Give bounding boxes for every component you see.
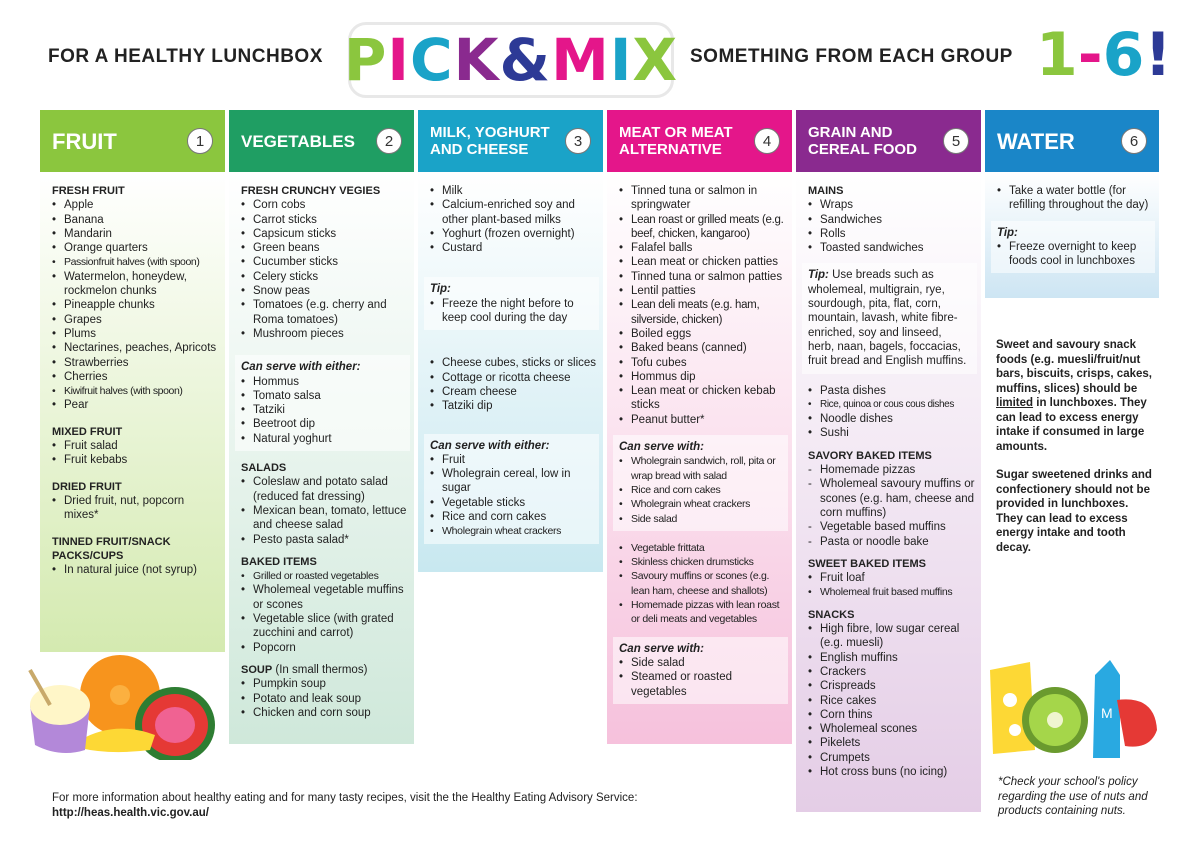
vegetables-serve-box — [235, 355, 410, 451]
mixed-fruit-list — [52, 439, 219, 468]
list-item: • Watermelon, honeydew, rockmelon chunks — [52, 270, 219, 299]
list-item: • Lentil patties — [619, 284, 786, 298]
list-item: • Peanut butter* — [619, 413, 786, 427]
water-list — [997, 184, 1153, 213]
list-item: • Sushi — [808, 426, 975, 440]
list-item: • Tinned tuna or salmon patties — [619, 270, 786, 284]
meat-serve-box-2 — [613, 637, 788, 704]
list-item: • Skinless chicken drumsticks — [619, 555, 786, 569]
list-item: • Mexican bean, tomato, lettuce and cheese salad — [241, 504, 408, 533]
list-item: • Strawberries — [52, 356, 219, 370]
header-left-text: FOR A HEALTHY LUNCHBOX — [48, 46, 323, 67]
list-item: • Popcorn — [241, 641, 408, 655]
list-item: • Rice cakes — [808, 694, 975, 708]
list-item: • Mandarin — [52, 227, 219, 241]
list-item: • Crispreads — [808, 679, 975, 693]
list-item: • Wholemeal vegetable muffins or scones — [241, 583, 408, 612]
grain-header — [796, 110, 981, 172]
water-title: WATER — [997, 128, 1075, 154]
soup-note: (In small thermos) — [275, 663, 368, 676]
list-item: • Beetroot dip — [241, 417, 404, 431]
side-note — [996, 338, 1158, 555]
group-number-1: 1 — [187, 128, 213, 154]
water-tip-box — [991, 221, 1155, 274]
sweet-baked-heading: SWEET BAKED ITEMS — [808, 557, 926, 570]
water-body — [985, 172, 1159, 298]
list-item: • Green beans — [241, 241, 408, 255]
list-item: • High fibre, low sugar cereal (e.g. muesli) — [808, 622, 975, 651]
list-item: • Milk — [430, 184, 597, 198]
grain-body — [796, 172, 981, 812]
fresh-fruit-list — [52, 198, 219, 412]
list-item: • Plums — [52, 327, 219, 341]
meat-column — [607, 110, 792, 744]
meat-title: MEAT OR MEAT ALTERNATIVE — [619, 124, 733, 158]
fruit-illustration — [20, 650, 220, 760]
list-item: • Tomatoes (e.g. cherry and Roma tomatoes) — [241, 298, 408, 327]
lunchbox-illustration — [985, 650, 1160, 765]
list-item: • Apple — [52, 198, 219, 212]
list-item: • Rice, quinoa or cous cous dishes — [808, 398, 975, 412]
group-number-5: 5 — [943, 128, 969, 154]
grain-column — [796, 110, 981, 812]
baked-items-list — [241, 569, 408, 655]
side-note-para-1 — [996, 338, 1158, 454]
footer-url[interactable]: http://heas.health.vic.gov.au/ — [52, 807, 209, 819]
milk-tip-box — [424, 277, 599, 330]
list-item: • Cottage or ricotta cheese — [430, 371, 597, 385]
list-item: • Cream cheese — [430, 385, 597, 399]
meat-header — [607, 110, 792, 172]
fruit-header — [40, 110, 225, 172]
list-item: • Toasted sandwiches — [808, 241, 975, 255]
list-item: • Steamed or roasted vegetables — [619, 670, 782, 699]
list-item: • Wholemeal scones — [808, 722, 975, 736]
list-item: • Fruit — [430, 453, 593, 467]
list-item: • Nectarines, peaches, Apricots — [52, 341, 219, 355]
group-number-2: 2 — [376, 128, 402, 154]
list-item: • Lean meat or chicken kebab sticks — [619, 384, 786, 413]
water-column — [985, 110, 1159, 298]
list-item: • Baked beans (canned) — [619, 341, 786, 355]
group-number-6: 6 — [1121, 128, 1147, 154]
list-item: • Potato and leak soup — [241, 692, 408, 706]
list-item: • Carrot sticks — [241, 213, 408, 227]
list-item: • Lean meat or chicken patties — [619, 255, 786, 269]
group-number-4: 4 — [754, 128, 780, 154]
list-item: • Freeze the night before to keep cool during the day — [430, 297, 593, 326]
fresh-vegies-list — [241, 198, 408, 341]
vegetables-title: VEGETABLES — [241, 131, 355, 151]
list-item: • Capsicum sticks — [241, 227, 408, 241]
milk-header — [418, 110, 603, 172]
milk-list — [430, 184, 597, 255]
list-item: • Lean deli meats (e.g. ham, silverside, chicken) — [619, 298, 786, 327]
list-item: • Kiwifruit halves (with spoon) — [52, 384, 219, 398]
serve-heading: Can serve with either: — [241, 361, 361, 374]
list-item: - Homemade pizzas — [808, 463, 975, 477]
water-header — [985, 110, 1159, 172]
svg-text:M: M — [1101, 705, 1113, 721]
list-item: • Cherries — [52, 370, 219, 384]
list-item: • Hot cross buns (no icing) — [808, 765, 975, 779]
meat-list — [619, 184, 786, 427]
list-item: • Homemade pizzas with lean roast or deli meats and vegetables — [619, 598, 786, 627]
mains-list — [808, 198, 975, 255]
list-item: • Falafel balls — [619, 241, 786, 255]
list-item: • Lean roast or grilled meats (e.g. beef, chicken, kangaroo) — [619, 213, 786, 242]
serve-heading: Can serve with: — [619, 642, 704, 655]
list-item: • Pesto pasta salad* — [241, 533, 408, 547]
list-item: • Orange quarters — [52, 241, 219, 255]
list-item: • Dried fruit, nut, popcorn mixes* — [52, 494, 219, 523]
fresh-vegies-heading: FRESH CRUNCHY VEGIES — [241, 185, 381, 197]
meat-serve-box — [613, 435, 788, 531]
tinned-fruit-list — [52, 563, 219, 577]
grain-title: GRAIN AND CEREAL FOOD — [808, 124, 917, 158]
vegetables-body — [229, 172, 414, 744]
list-item: • Hommus — [241, 375, 404, 389]
list-item: • Crackers — [808, 665, 975, 679]
list-item: • Pear — [52, 398, 219, 412]
list-item: • Side salad — [619, 512, 782, 526]
list-item: • Grapes — [52, 313, 219, 327]
tip-text: Use breads such as wholemeal, multigrain, rye, sourdough, pita, flat, corn, mountain, lavash, white fibre-enriched, soy and linseed, herb, naan, bagels, foccacias, fruit bread and English muffins. — [808, 269, 967, 368]
serve-heading: Can serve with either: — [430, 439, 550, 452]
mixed-fruit-heading: MIXED FRUIT — [52, 425, 123, 438]
list-item: • Wraps — [808, 198, 975, 212]
list-item: • Fruit salad — [52, 439, 219, 453]
list-item: • Wholegrain wheat crackers — [619, 497, 782, 511]
milk-body — [418, 172, 603, 572]
pick-and-mix-logo: P I C K & M I X — [348, 22, 674, 98]
vegetables-header — [229, 110, 414, 172]
tip-label: Tip: — [430, 283, 451, 296]
limited-word: limited — [996, 397, 1034, 409]
list-item: • Wholegrain sandwich, roll, pita or wrap bread with salad — [619, 454, 782, 483]
tip-label: Tip: — [997, 226, 1018, 239]
soup-heading: SOUP — [241, 663, 273, 676]
snacks-heading: SNACKS — [808, 608, 855, 621]
mains-heading: MAINS — [808, 185, 844, 197]
milk-column — [418, 110, 603, 572]
milk-serve-box — [424, 434, 599, 544]
mains-list-2 — [808, 384, 975, 441]
fruit-body — [40, 172, 225, 652]
tip-list — [997, 240, 1149, 269]
list-item: • English muffins — [808, 651, 975, 665]
list-item: • Tatziki dip — [430, 399, 597, 413]
list-item: • Corn thins — [808, 708, 975, 722]
sweet-baked-list — [808, 571, 975, 600]
list-item: • Coleslaw and potato salad (reduced fat dressing) — [241, 475, 408, 504]
list-item: • Fruit loaf — [808, 571, 975, 585]
list-item: • Pumpkin soup — [241, 677, 408, 691]
list-item: • Rolls — [808, 227, 975, 241]
list-item: • Fruit kebabs — [52, 453, 219, 467]
list-item: • Rice and corn cakes — [619, 483, 782, 497]
side-note-para-2: Sugar sweetened drinks and confectionery should not be provided in lunchboxes. They can lead to excess energy intake and tooth decay. — [996, 469, 1152, 554]
fruit-title: FRUIT — [52, 128, 117, 154]
list-item: • Snow peas — [241, 284, 408, 298]
list-item: • Banana — [52, 213, 219, 227]
soup-list — [241, 677, 408, 720]
footer-text: For more information about healthy eating and for many tasty recipes, visit the the Healthy Eating Advisory Service: — [52, 792, 638, 804]
list-item: • Take a water bottle (for refilling throughout the day) — [997, 184, 1153, 213]
list-item: • Cucumber sticks — [241, 255, 408, 269]
list-item: • Chicken and corn soup — [241, 706, 408, 720]
list-item: • In natural juice (not syrup) — [52, 563, 219, 577]
savory-baked-heading: SAVORY BAKED ITEMS — [808, 449, 932, 462]
list-item: • Corn cobs — [241, 198, 408, 212]
grain-tip-box — [802, 263, 977, 373]
salads-list — [241, 475, 408, 546]
fresh-fruit-heading: FRESH FRUIT — [52, 185, 125, 197]
salads-heading: SALADS — [241, 462, 287, 475]
group-range-number: 1-6! — [1036, 20, 1172, 90]
list-item: • Side salad — [619, 656, 782, 670]
meat-body — [607, 172, 792, 744]
serve-list — [619, 454, 782, 525]
milk-title: MILK, YOGHURT AND CHEESE — [430, 124, 550, 158]
serve-heading: Can serve with: — [619, 441, 704, 454]
list-item: • Tomato salsa — [241, 389, 404, 403]
list-item: - Vegetable based muffins — [808, 520, 975, 534]
list-item: • Calcium-enriched soy and other plant-based milks — [430, 198, 597, 227]
serve-list — [619, 656, 782, 699]
list-item: • Wholegrain cereal, low in sugar — [430, 467, 593, 496]
list-item: • Custard — [430, 241, 597, 255]
dried-fruit-heading: DRIED FRUIT — [52, 480, 122, 493]
list-item: - Pasta or noodle bake — [808, 535, 975, 549]
list-item: • Pasta dishes — [808, 384, 975, 398]
dried-fruit-list — [52, 494, 219, 523]
header-right-text: SOMETHING FROM EACH GROUP — [690, 46, 1013, 67]
list-item: • Passionfruit halves (with spoon) — [52, 255, 219, 269]
serve-list — [241, 375, 404, 446]
list-item: • Vegetable frittata — [619, 541, 786, 555]
list-item: • Sandwiches — [808, 213, 975, 227]
side-note-text: in lunchboxes. They can lead to excess energy intake if consumed in large amounts. — [996, 397, 1147, 453]
list-item: - Wholemeal savoury muffins or scones (e.g. ham, cheese and corn muffins) — [808, 477, 975, 520]
list-item: • Wholegrain wheat crackers — [430, 524, 593, 538]
snacks-list — [808, 622, 975, 779]
list-item: • Crumpets — [808, 751, 975, 765]
nuts-footnote: *Check your school's policy regarding the use of nuts and products containing nuts. — [998, 776, 1148, 817]
vegetables-column — [229, 110, 414, 744]
list-item: • Pikelets — [808, 736, 975, 750]
list-item: • Savoury muffins or scones (e.g. lean ham, cheese and shallots) — [619, 569, 786, 598]
meat-list-2 — [619, 541, 786, 627]
list-item: • Vegetable sticks — [430, 496, 593, 510]
list-item: • Wholemeal fruit based muffins — [808, 585, 975, 599]
fruit-column — [40, 110, 225, 652]
list-item: • Cheese cubes, sticks or slices — [430, 356, 597, 370]
cheese-list — [430, 356, 597, 413]
list-item: • Pineapple chunks — [52, 298, 219, 312]
list-item: • Tatziki — [241, 403, 404, 417]
list-item: • Hommus dip — [619, 370, 786, 384]
list-item: • Tinned tuna or salmon in springwater — [619, 184, 786, 213]
savory-baked-list — [808, 463, 975, 549]
group-number-3: 3 — [565, 128, 591, 154]
list-item: • Tofu cubes — [619, 356, 786, 370]
tip-label: Tip: — [808, 269, 829, 282]
baked-items-heading: BAKED ITEMS — [241, 555, 317, 568]
list-item: • Rice and corn cakes — [430, 510, 593, 524]
list-item: • Noodle dishes — [808, 412, 975, 426]
list-item: • Freeze overnight to keep foods cool in lunchboxes — [997, 240, 1149, 269]
list-item: • Natural yoghurt — [241, 432, 404, 446]
list-item: • Vegetable slice (with grated zucchini and carrot) — [241, 612, 408, 641]
list-item: • Celery sticks — [241, 270, 408, 284]
list-item: • Yoghurt (frozen overnight) — [430, 227, 597, 241]
tinned-fruit-heading: TINNED FRUIT/SNACK PACKS/CUPS — [52, 535, 171, 562]
serve-list — [430, 453, 593, 539]
list-item: • Grilled or roasted vegetables — [241, 569, 408, 583]
tip-list — [430, 297, 593, 326]
side-note-text: Sweet and savoury snack foods (e.g. muesli/fruit/nut bars, biscuits, crisps, cakes, muffins, slices) should be — [996, 339, 1152, 395]
list-item: • Boiled eggs — [619, 327, 786, 341]
list-item: • Mushroom pieces — [241, 327, 408, 341]
